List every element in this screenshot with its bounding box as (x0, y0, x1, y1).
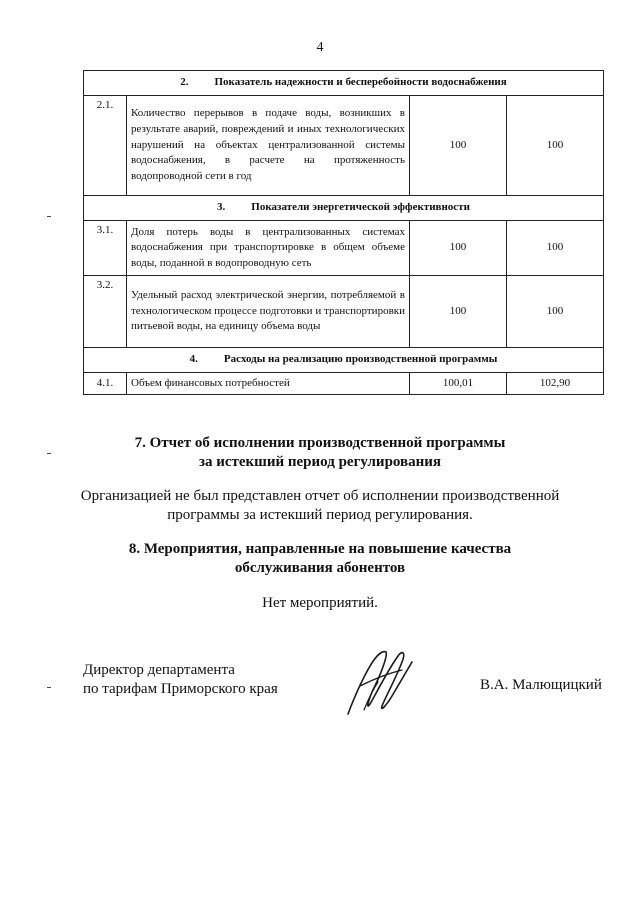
row-number: 3.2. (84, 276, 127, 348)
position-line1: Директор департамента (83, 662, 235, 678)
section-title: Показатель надежности и бесперебойности водоснабжения (214, 76, 507, 89)
scan-margin-mark (47, 687, 51, 688)
row-description: Удельный расход электрической энергии, потребляемой в технологическом процессе подготовки и транспортировки питьевой воды, на единицу объема воды (127, 276, 410, 348)
row-number: 3.1. (84, 221, 127, 276)
section7-title-line1: 7. Отчет об исполнении производственной программы (134, 435, 506, 451)
row-value-2: 100 (507, 96, 604, 196)
row-value-2: 100 (507, 221, 604, 276)
table-section-header (84, 71, 604, 96)
section8-title-line1: 8. Мероприятия, направленные на повышение качества (128, 541, 512, 557)
section8-title-line2: обслуживания абонентов (234, 560, 406, 576)
section7-text-line2: программы за истекший период регулирования. (167, 507, 473, 523)
table-row (84, 276, 604, 348)
section-number: 4. (189, 353, 198, 366)
handwritten-signature (340, 640, 420, 720)
row-value-1: 100 (410, 96, 507, 196)
signatory-position (83, 661, 278, 699)
section8-text: Нет мероприятий. (262, 595, 378, 611)
table-row (84, 221, 604, 276)
row-value-1: 100,01 (410, 373, 507, 395)
section-number: 2. (180, 76, 189, 89)
row-description: Доля потерь воды в централизованных системах водоснабжения при транспортировке в общем объеме воды, поданной в водопроводную сеть (127, 221, 410, 276)
row-number: 4.1. (84, 373, 127, 395)
scan-margin-mark (47, 453, 51, 454)
table-row (84, 373, 604, 395)
page-number: 4 (316, 40, 324, 55)
indicators-table (83, 70, 604, 395)
row-value-1: 100 (410, 221, 507, 276)
row-description: Объем финансовых потребностей (127, 373, 410, 395)
signatory-name: В.А. Малющицкий (480, 677, 602, 693)
section7-text-line1: Организацией не был представлен отчет об исполнении производственной (80, 488, 560, 504)
section-title: Расходы на реализацию производственной программы (223, 353, 498, 366)
section-number: 3. (217, 201, 226, 214)
table-section-header (84, 196, 604, 221)
row-value-1: 100 (410, 276, 507, 348)
row-number: 2.1. (84, 96, 127, 196)
row-value-2: 100 (507, 276, 604, 348)
section7-title-line2: за истекший период регулирования (198, 454, 442, 470)
row-value-2: 102,90 (507, 373, 604, 395)
table-row (84, 96, 604, 196)
table-section-header (84, 348, 604, 373)
row-description: Количество перерывов в подаче воды, возникших в результате аварий, повреждений и иных технологических нарушений на объектах централизованной системы водоснабжения, в расчете на протяженность водопроводной сети в год (127, 96, 410, 196)
position-line2: по тарифам Приморского края (83, 681, 278, 697)
scan-margin-mark (47, 216, 51, 217)
section-title: Показатели энергетической эффективности (251, 201, 470, 214)
